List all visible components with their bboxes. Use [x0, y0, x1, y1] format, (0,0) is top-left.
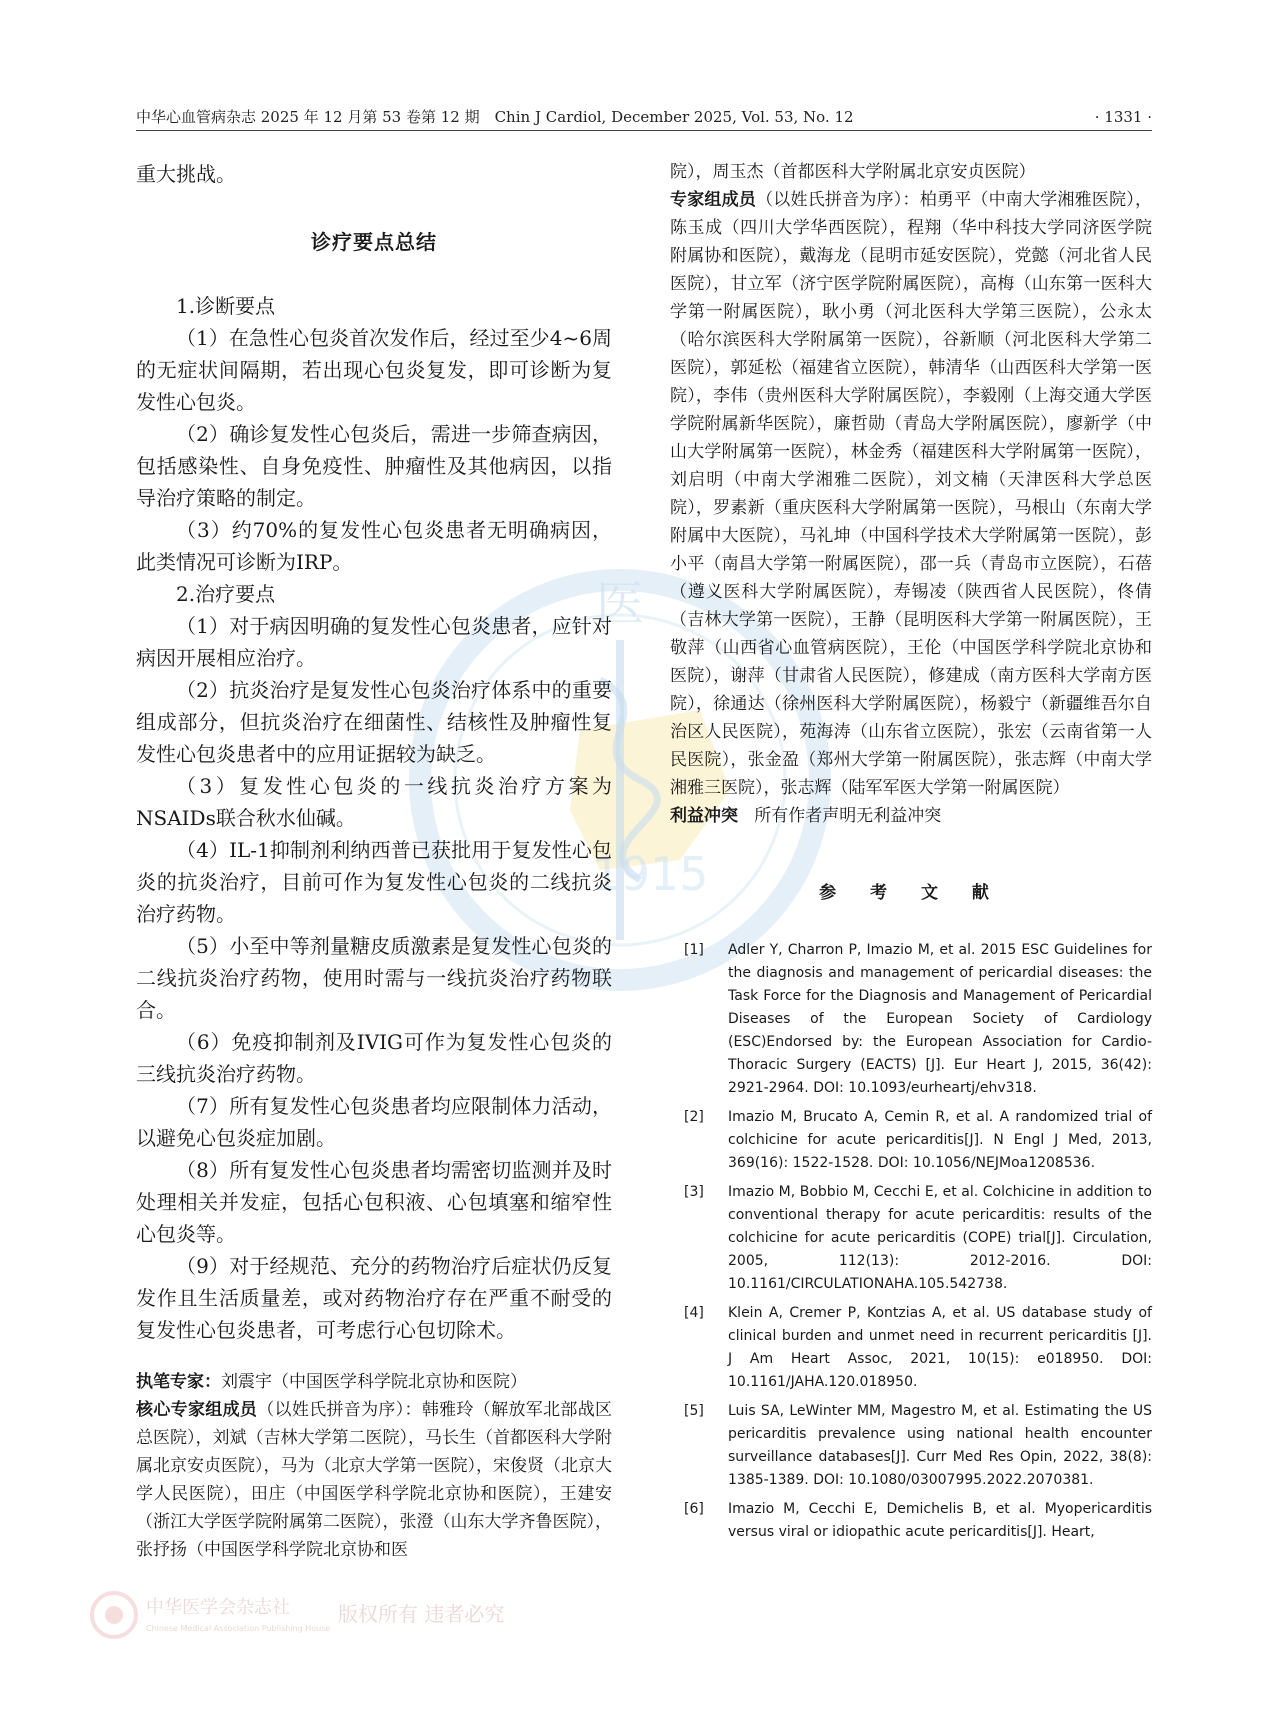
reference-item	[670, 1181, 1152, 1296]
reference-item	[670, 1106, 1152, 1175]
svg-text:医: 医	[595, 576, 645, 632]
publisher-logo	[88, 1585, 508, 1645]
reference-number: [5]	[684, 1403, 704, 1419]
reference-text: Imazio M, Cecchi E, Demichelis B, et al. Myopericarditis versus viral or idiopathic acute pericarditis[J]. Heart,	[728, 1501, 1152, 1540]
treatment-point: （4）IL-1抑制剂利纳西普已获批用于复发性心包炎的抗炎治疗，目前可作为复发性心包炎的二线抗炎治疗药物。	[136, 838, 612, 926]
writer-label: 执笔专家：	[136, 1372, 221, 1392]
running-header	[136, 106, 1152, 128]
expert-group	[670, 186, 1152, 802]
core-experts-continued: 院），周玉杰（首都医科大学附属北京安贞医院）	[670, 162, 1036, 182]
expert-group-list: （以姓氏拼音为序）：柏勇平（中南大学湘雅医院），陈玉成（四川大学华西医院），程翔（华中科技大学同济医学院附属协和医院），戴海龙（昆明市延安医院），党懿（河北省人民医院），甘立军（济宁医学院附属医院），高梅（山东第一医科大学第一附属医院），耿小勇（河北医科大学第三医院），公永太（哈尔滨医科大学附属第一医院），谷新顺（河北医科大学第二医院），郭延松（福建省立医院），韩清华（山西医科大学第一医院），李伟（贵州医科大学附属医院），李毅刚（上海交通大学医学院附属新华医院），廉哲勋（青岛大学附属医院），廖新学（中山大学附属第一医院），林金秀（福建医科大学附属第一医院），刘启明（中南大学湘雅二医院），刘文楠（天津医科大学总医院），罗素新（重庆医科大学附属第一医院），马根山（东南大学附属中大医院），马礼坤（中国科学技术大学附属第一医院），彭小平（南昌大学第一附属医院），邵一兵（青岛市立医院），石蓓（遵义医科大学附属医院），寿锡凌（陕西省人民医院），佟倩（吉林大学第一医院），王静（昆明医科大学第一附属医院），王敬萍（山西省心血管病医院），王伦（中国医学科学院北京协和医院），谢萍（甘肃省人民医院），修建成（南方医科大学南方医院），徐通达（徐州医科大学附属医院），杨毅宁（新疆维吾尔自治区人民医院），苑海涛（山东省立医院），张宏（云南省第一人民医院），张金盈（郑州大学第一附属医院），张志辉（中南大学湘雅三医院），张志辉（陆军军医大学第一附属医院）	[670, 190, 1153, 798]
treatment-point: （8）所有复发性心包炎患者均需密切监测并及时处理相关并发症，包括心包积液、心包填塞和缩窄性心包炎等。	[136, 1158, 612, 1246]
reference-item	[670, 1498, 1152, 1544]
right-column	[670, 158, 1152, 1550]
references-heading: 参 考 文 献	[819, 883, 1003, 903]
treatment-point: （6）免疫抑制剂及IVIG可作为复发性心包炎的三线抗炎治疗药物。	[136, 1030, 612, 1086]
treatment-heading: 2.治疗要点	[176, 582, 276, 606]
opening-sentence: 重大挑战。	[136, 162, 236, 186]
reference-number: [3]	[684, 1184, 704, 1200]
treatment-point: （1）对于病因明确的复发性心包炎患者，应针对病因开展相应治疗。	[136, 614, 612, 670]
writer-credit	[136, 1368, 612, 1396]
treatment-point: （5）小至中等剂量糖皮质激素是复发性心包炎的二线抗炎治疗药物，使用时需与一线抗炎治疗药物联合。	[136, 934, 612, 1022]
reference-text: Adler Y, Charron P, Imazio M, et al. 2015 ESC Guidelines for the diagnosis and management of pericardial diseases: the Task Force for the Diagnosis and Management of Pericardial Diseases of the European Society of Cardiology (ESC)Endorsed by: the European Association for Cardio-Thoracic Surgery (EACTS) [J]. Eur Heart J, 2015, 36(42): 2921-2964. DOI: 10.1093/eurheartj/ehv318.	[728, 942, 1152, 1096]
expert-group-label: 专家组成员	[670, 190, 757, 210]
core-experts-list: （以姓氏拼音为序）：韩雅玲（解放军北部战区总医院），刘斌（吉林大学第二医院），马长生（首都医科大学附属北京安贞医院），马为（北京大学第一医院），宋俊贤（北京大学人民医院），田庄（中国医学科学院北京协和医院），王建安（浙江大学医学院附属第二医院），张澄（山东大学齐鲁医院），张抒扬（中国医学科学院北京协和医	[136, 1400, 613, 1560]
core-experts-label: 核心专家组成员	[136, 1400, 258, 1420]
left-column	[136, 158, 612, 1564]
diagnosis-point: （3）约70%的复发性心包炎患者无明确病因，此类情况可诊断为IRP。	[136, 518, 612, 574]
svg-text:Chinese Medical Association Pu: Chinese Medical Association Publishing House	[146, 1624, 331, 1633]
diagnosis-point: （1）在急性心包炎首次发作后，经过至少4~6周的无症状间隔期，若出现心包炎复发，即可诊断为复发性心包炎。	[136, 326, 612, 414]
reference-item	[670, 1400, 1152, 1492]
conflict-of-interest	[670, 802, 1152, 830]
reference-text: Luis SA, LeWinter MM, Magestro M, et al. Estimating the US pericarditis prevalence using national health encounter surveillance databases[J]. Curr Med Res Opin, 2022, 38(8): 1385-1389. DOI: 10.1080/03007995.2022.2070381.	[728, 1403, 1152, 1488]
reference-item	[670, 939, 1152, 1100]
treatment-point: （3）复发性心包炎的一线抗炎治疗方案为NSAIDs联合秋水仙碱。	[136, 774, 612, 830]
section-title: 诊疗要点总结	[311, 230, 437, 254]
reference-text: Klein A, Cremer P, Kontzias A, et al. US database study of clinical burden and unmet need in recurrent pericarditis [J]. J Am Heart Assoc, 2021, 10(15): e018950. DOI: 10.1161/JAHA.120.018950.	[728, 1305, 1152, 1390]
reference-list	[670, 939, 1152, 1544]
treatment-point: （9）对于经规范、充分的药物治疗后症状仍反复发作且生活质量差，或对药物治疗存在严重不耐受的复发性心包炎患者，可考虑行心包切除术。	[136, 1254, 612, 1342]
reference-text: Imazio M, Brucato A, Cemin R, et al. A randomized trial of colchicine for acute pericarditis[J]. N Engl J Med, 2013, 369(16): 1522-1528. DOI: 10.1056/NEJMoa1208536.	[728, 1109, 1152, 1171]
conflict-text: 所有作者声明无利益冲突	[754, 806, 942, 826]
svg-text:1915: 1915	[591, 847, 709, 901]
reference-text: Imazio M, Bobbio M, Cecchi E, et al. Colchicine in addition to conventional therapy for acute pericarditis: results of the colchicine for acute pericarditis (COPE) trial[J]. Circulation, 2005, 112(13): 2012-2016. DOI: 10.1161/CIRCULATIONAHA.105.542738.	[728, 1184, 1152, 1292]
header-rule	[136, 130, 1152, 131]
journal-citation: 中华心血管病杂志 2025 年 12 月第 53 卷第 12 期 Chin J Cardiol, December 2025, Vol. 53, No. 12	[136, 108, 854, 126]
diagnosis-point: （2）确诊复发性心包炎后，需进一步筛查病因，包括感染性、自身免疫性、肿瘤性及其他病因，以指导治疗策略的制定。	[136, 422, 612, 510]
diagnosis-heading: 1.诊断要点	[176, 294, 276, 318]
svg-text:中华医学会杂志社: 中华医学会杂志社	[146, 1597, 290, 1618]
reference-number: [6]	[684, 1501, 704, 1517]
treatment-point: （2）抗炎治疗是复发性心包炎治疗体系中的重要组成部分，但抗炎治疗在细菌性、结核性及肿瘤性复发性心包炎患者中的应用证据较为缺乏。	[136, 678, 612, 766]
reference-number: [2]	[684, 1109, 704, 1125]
reference-number: [4]	[684, 1305, 704, 1321]
reference-number: [1]	[684, 942, 704, 958]
svg-text:版权所有 违者必究: 版权所有 违者必究	[338, 1602, 505, 1626]
reference-item	[670, 1302, 1152, 1394]
page-number: · 1331 ·	[1094, 108, 1152, 126]
treatment-point: （7）所有复发性心包炎患者均应限制体力活动，以避免心包炎症加剧。	[136, 1094, 612, 1150]
core-experts	[136, 1396, 612, 1564]
writer-name: 刘震宇（中国医学科学院北京协和医院）	[221, 1372, 527, 1392]
conflict-label: 利益冲突	[670, 806, 738, 826]
